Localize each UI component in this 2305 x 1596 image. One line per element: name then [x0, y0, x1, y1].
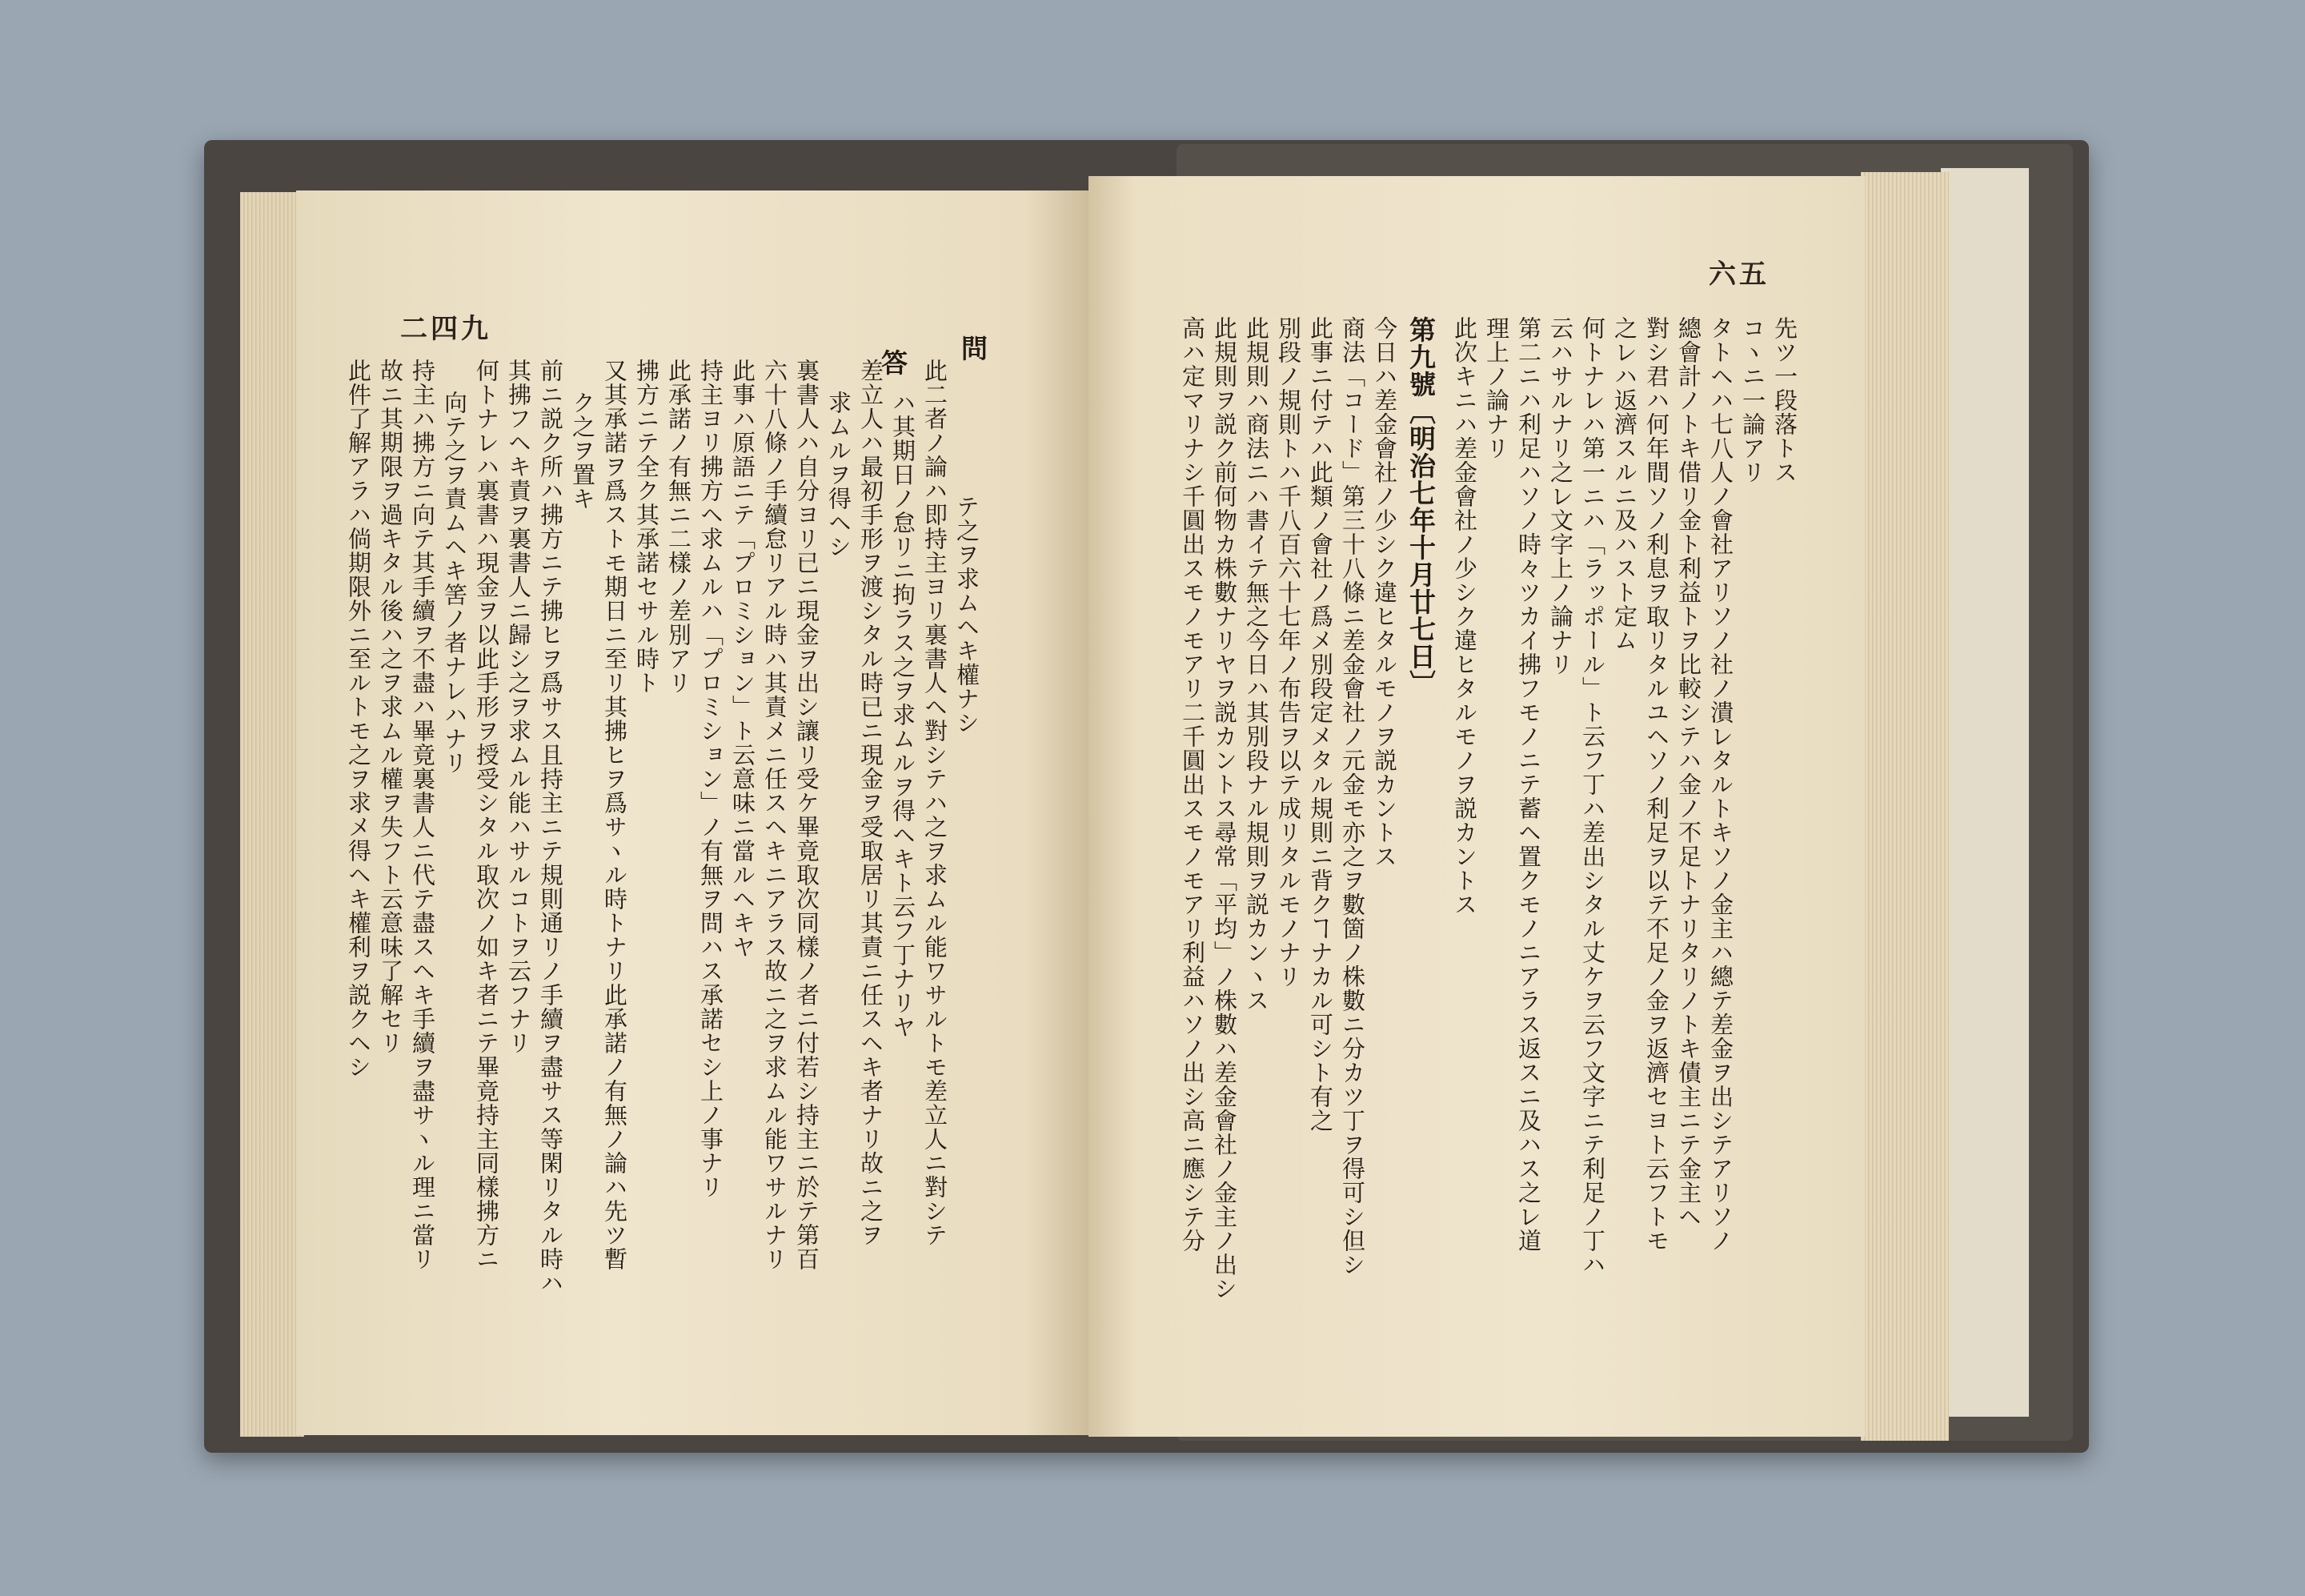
text-column: 又其承諾ヲ爲ストモ期日ニ至リ其拂ヒヲ爲サヽル時トナリ此承諾ノ有無ノ論ハ先ツ暫: [601, 359, 628, 1271]
text-column: 此次キニハ差金會社ノ少シク違ヒタルモノヲ説カントス: [1451, 316, 1478, 916]
left-page: [296, 190, 1088, 1435]
text-column: 何トナレハ第一ニハ「ラッポール」ト云フ丁ハ差出シタル丈ケヲ云フ文字ニテ利足ノ丁ハ: [1579, 316, 1606, 1277]
text-column: 此規則ハ商法ニハ書イテ無之今日ハ其別段ナル規則ヲ説カンヽス: [1243, 316, 1270, 1013]
text-column: 云ハサルナリ之レ文字上ノ論ナリ: [1547, 316, 1574, 676]
text-column: 裏書人ハ自分ヨリ已ニ現金ヲ出シ讓リ受ケ畢竟取次同樣ノ者ニ付若シ持主ニ於テ第百: [793, 359, 820, 1271]
text-column: 持主ヨリ拂方ヘ求ムルハ「プロミション」ノ有無ヲ問ハス承諾セシ上ノ事ナリ: [697, 359, 724, 1199]
page-edges-right: [1861, 172, 1949, 1441]
text-column: 其拂フヘキ責ヲ裏書人ニ歸シ之ヲ求ムル能ハサルコトヲ云フナリ: [505, 359, 532, 1055]
answer-marker: 答: [877, 349, 908, 376]
question-marker: 問: [957, 335, 988, 362]
issue-heading: 第九號〔明治七年十月廿七日〕: [1405, 316, 1437, 697]
text-column: コヽニ一論アリ: [1739, 316, 1766, 484]
page-number: 六五: [1709, 259, 1770, 291]
text-column: 拂方ニテ全ク其承諾セサル時ト: [633, 359, 660, 695]
text-column: 之レハ返濟スルニ及ハスト定ム: [1611, 316, 1638, 652]
text-column: 高ハ定マリナシ千圓出スモノモアリ二千圓出スモノモアリ利益ハソノ出シ高ニ應シテ分: [1179, 316, 1206, 1253]
text-column: 求ムルヲ得ヘシ: [825, 391, 852, 559]
text-column: 前ニ説ク所ハ拂方ニテ拂ヒヲ爲サス且持主ニテ規則通リノ手續ヲ盡サス等閑リタル時ハ: [537, 359, 564, 1295]
text-column: 此件了解アラハ倘期限外ニ至ルトモ之ヲ求メ得ヘキ權利ヲ説クヘシ: [345, 359, 372, 1079]
text-column: タトヘハ七八人ノ會社アリソノ社ノ潰レタルトキソノ金主ハ總テ差金ヲ出シテアリソノ: [1707, 316, 1734, 1253]
text-column: 持主ハ拂方ニ向テ其手續ヲ不盡ハ畢竟裏書人ニ代テ盡スヘキ手續ヲ盡サヽル理ニ當リ: [409, 359, 436, 1271]
text-column: 此承諾ノ有無ニ二樣ノ差別アリ: [665, 359, 692, 695]
text-column: ハ其期日ノ怠リニ拘ラス之ヲ求ムルヲ得ヘキト云フ丁ナリヤ: [889, 391, 916, 1039]
text-column: 今日ハ差金會社ノ少シク違ヒタルモノヲ説カントス: [1371, 316, 1398, 868]
text-column: 此事ハ原語ニテ「プロミション」ト云意味ニ當ルヘキヤ: [729, 359, 756, 959]
right-page: [1088, 176, 1865, 1437]
text-column: 六十八條ノ手續怠リアル時ハ其責メニ任スヘキニアラス故ニ之ヲ求ムル能ワサルナリ: [761, 359, 788, 1271]
text-column: 此二者ノ論ハ即持主ヨリ裏書人ヘ對シテハ之ヲ求ムル能ワサルトモ差立人ニ對シテ: [921, 359, 948, 1247]
text-column: 總會計ノトキ借リ金ト利益トヲ比較シテハ金ノ不足トナリタリノトキ債主ニテ金主ヘ: [1675, 316, 1702, 1229]
text-column: 何トナレハ裏書ハ現金ヲ以此手形ヲ授受シタル取次ノ如キ者ニテ畢竟持主同樣拂方ニ: [473, 359, 500, 1271]
text-column: 商法「コード」第三十八條ニ差金會社ノ元金モ亦之ヲ數箇ノ株數ニ分カツ丁ヲ得可シ但シ: [1339, 316, 1366, 1277]
text-column: 此規則ヲ説ク前何物カ株數ナリヤヲ説カントス尋常「平均」ノ株數ハ差金會社ノ金主ノ出シ: [1211, 316, 1238, 1301]
text-column: ク之ヲ置キ: [569, 391, 596, 511]
page-edges-left: [240, 192, 304, 1437]
text-column: 差立人ハ最初手形ヲ渡シタル時已ニ現金ヲ受取居リ其責ニ任スヘキ者ナリ故ニ之ヲ: [857, 359, 884, 1247]
text-column: 先ツ一段落トス: [1771, 316, 1798, 484]
text-column: 第二ニハ利足ハソノ時々ツカイ拂フモノニテ蓄ヘ置クモノニアラス返スニ及ハス之レ道: [1515, 316, 1542, 1253]
text-column: 此事ニ付テハ此類ノ會社ノ爲メ別段定メタル規則ニ背クヿナカル可シト有之: [1307, 316, 1334, 1133]
text-column: 故ニ其期限ヲ過キタル後ハ之ヲ求ムル權ヲ失フト云意味了解セリ: [377, 359, 404, 1055]
text-column: 向テ之ヲ責ムヘキ筈ノ者ナレハナリ: [441, 391, 468, 775]
text-column: 別段ノ規則トハ千八百六十七年ノ布告ヲ以テ成リタルモノナリ: [1275, 316, 1302, 988]
text-column: 對シ君ハ何年間ソノ利息ヲ取リタルユヘソノ利足ヲ以テ不足ノ金ヲ返濟セヨト云フトモ: [1643, 316, 1670, 1253]
text-column: テ之ヲ求ムヘキ權ナシ: [953, 495, 980, 735]
paper-slip: [1941, 168, 2029, 1417]
page-number: 二四九: [400, 313, 491, 345]
text-column: 理上ノ論ナリ: [1483, 316, 1510, 460]
